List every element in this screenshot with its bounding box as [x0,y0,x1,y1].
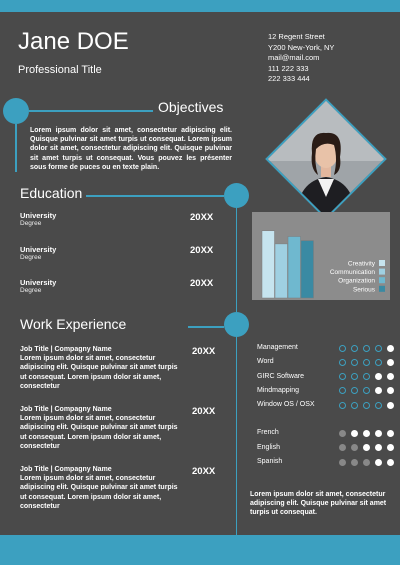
center-vertical-rule-1 [236,208,238,312]
rating-dot [339,359,346,366]
objectives-vertical-rule [15,124,17,172]
chart-legend-label: Serious [352,286,375,294]
rating-dot [363,430,370,437]
rating-dot [387,459,394,466]
contact-phone-1: 111 222 333 [268,63,309,73]
chart-bar [262,231,275,298]
rating-dot [351,373,358,380]
rating-dot [339,459,346,466]
rating-dot [375,359,382,366]
language-ratings [257,429,397,469]
rating-dot [375,430,382,437]
rating-dot [387,430,394,437]
rating-dot [375,459,382,466]
work-item [20,345,185,391]
education-year: 20XX [190,212,214,223]
education-degree: Degree [20,254,42,261]
rating-dot [339,444,346,451]
rating-dot [339,402,346,409]
footer-note: Lorem ipsum dolor sit amet, consectetur adipiscing elit. Quisque pulvinar sit amet turpis ut consequat. [250,491,387,517]
rating-dot [375,345,382,352]
rating-dot [387,373,394,380]
rating-dot [363,459,370,466]
job-description: Lorem ipsum dolor sit amet, consectetur adipiscing elit. Quisque pulvinar sit amet turpis ut consequat. Lorem ipsum dolor sit amet, consectetur [20,415,178,450]
education-item [20,245,56,261]
rating-label: Mindmapping [257,386,300,394]
rating-label: Window OS / OSX [257,401,315,409]
rating-dot [363,359,370,366]
rating-dot [339,373,346,380]
chart-legend-swatch [379,277,385,283]
job-title: Job Title | Compagny Name [20,466,112,473]
contact-city: Y200 New-York, NY [268,42,335,52]
education-title: Education [20,185,83,201]
rating-dot [375,402,382,409]
chart-bar [301,241,314,298]
education-degree: Degree [20,287,42,294]
work-item [20,465,185,511]
rating-dot [363,345,370,352]
profile-portrait-image [268,101,384,217]
education-year: 20XX [190,245,214,256]
rating-dot [339,387,346,394]
rating-dot [387,387,394,394]
education-school: University [20,245,57,254]
education-year: 20XX [190,278,214,289]
education-circle-marker [224,183,249,208]
rating-dot [363,387,370,394]
work-rule [188,326,224,328]
rating-dot [387,345,394,352]
rating-dot [339,345,346,352]
contact-phone-2: 222 333 444 [268,74,310,83]
rating-dot [351,402,358,409]
rating-dot [363,402,370,409]
work-circle-marker [224,312,249,337]
job-title: Job Title | Compagny Name [20,346,112,353]
center-vertical-rule-2 [236,337,238,535]
skills-chart-panel [252,212,390,300]
work-item [20,405,185,451]
rating-dot [387,359,394,366]
skill-ratings [257,344,397,414]
education-rule [86,195,224,197]
rating-label: French [257,429,279,436]
objectives-title: Objectives [158,99,224,115]
rating-dot [375,387,382,394]
chart-legend-swatch [379,269,385,275]
rating-dot [351,359,358,366]
job-description: Lorem ipsum dolor sit amet, consectetur adipiscing elit. Quisque pulvinar sit amet turpis ut consequat. Lorem ipsum dolor sit amet, consectetur [20,475,178,510]
objectives-text: Lorem ipsum dolor sit amet, consectetur adipiscing elit. Quisque pulvinar sit amet turpis ut consequat. Lorem ipsum dolor sit amet, consectetur adipiscing elit. Quisque pulvinar sit amet turpis ut consequat. Vous pouvez les présenter sous forme de puces ou en texte plain. [30,127,232,171]
rating-dot [351,387,358,394]
objectives-rule [29,110,153,112]
rating-dot [351,444,358,451]
work-year: 20XX [192,466,216,477]
bottom-accent-bar [0,535,400,565]
chart-legend-label: Creativity [347,260,375,268]
work-experience-title: Work Experience [20,316,127,332]
rating-dot [375,373,382,380]
education-item [20,278,56,294]
candidate-name: Jane DOE [18,28,129,55]
rating-dot [351,459,358,466]
rating-dot [375,444,382,451]
rating-label: Management [257,344,298,351]
rating-label: GIRC Software [257,372,305,380]
chart-legend-swatch [379,260,385,266]
rating-dot [351,430,358,437]
contact-address: 12 Regent Street [268,32,325,41]
contact-email: mail@mail.com [268,53,320,62]
job-description: Lorem ipsum dolor sit amet, consectetur adipiscing elit. Quisque pulvinar sit amet turpis ut consequat. Lorem ipsum dolor sit amet, consectetur [20,355,178,390]
chart-bar [275,244,288,298]
education-school: University [20,278,57,287]
chart-legend-label: Communication [329,269,375,277]
rating-dot [363,373,370,380]
chart-bar [288,237,301,299]
education-item [20,211,56,227]
rating-dot [363,444,370,451]
skills-bar-chart [252,212,390,300]
profile-photo [265,98,387,220]
work-year: 20XX [192,346,216,357]
education-degree: Degree [20,220,42,227]
professional-title: Professional Title [18,64,102,76]
chart-legend-label: Organization [338,277,375,285]
chart-legend-swatch [379,286,385,292]
rating-label: Word [257,358,274,366]
rating-dot [339,430,346,437]
rating-dot [387,402,394,409]
job-title: Job Title | Compagny Name [20,406,112,413]
objectives-circle-marker [3,98,29,124]
work-year: 20XX [192,406,216,417]
rating-dot [351,345,358,352]
rating-label: English [257,443,280,451]
education-school: University [20,211,57,220]
rating-label: Spanish [257,458,283,465]
top-accent-bar [0,0,400,12]
contact-block [268,32,334,85]
rating-dot [387,444,394,451]
